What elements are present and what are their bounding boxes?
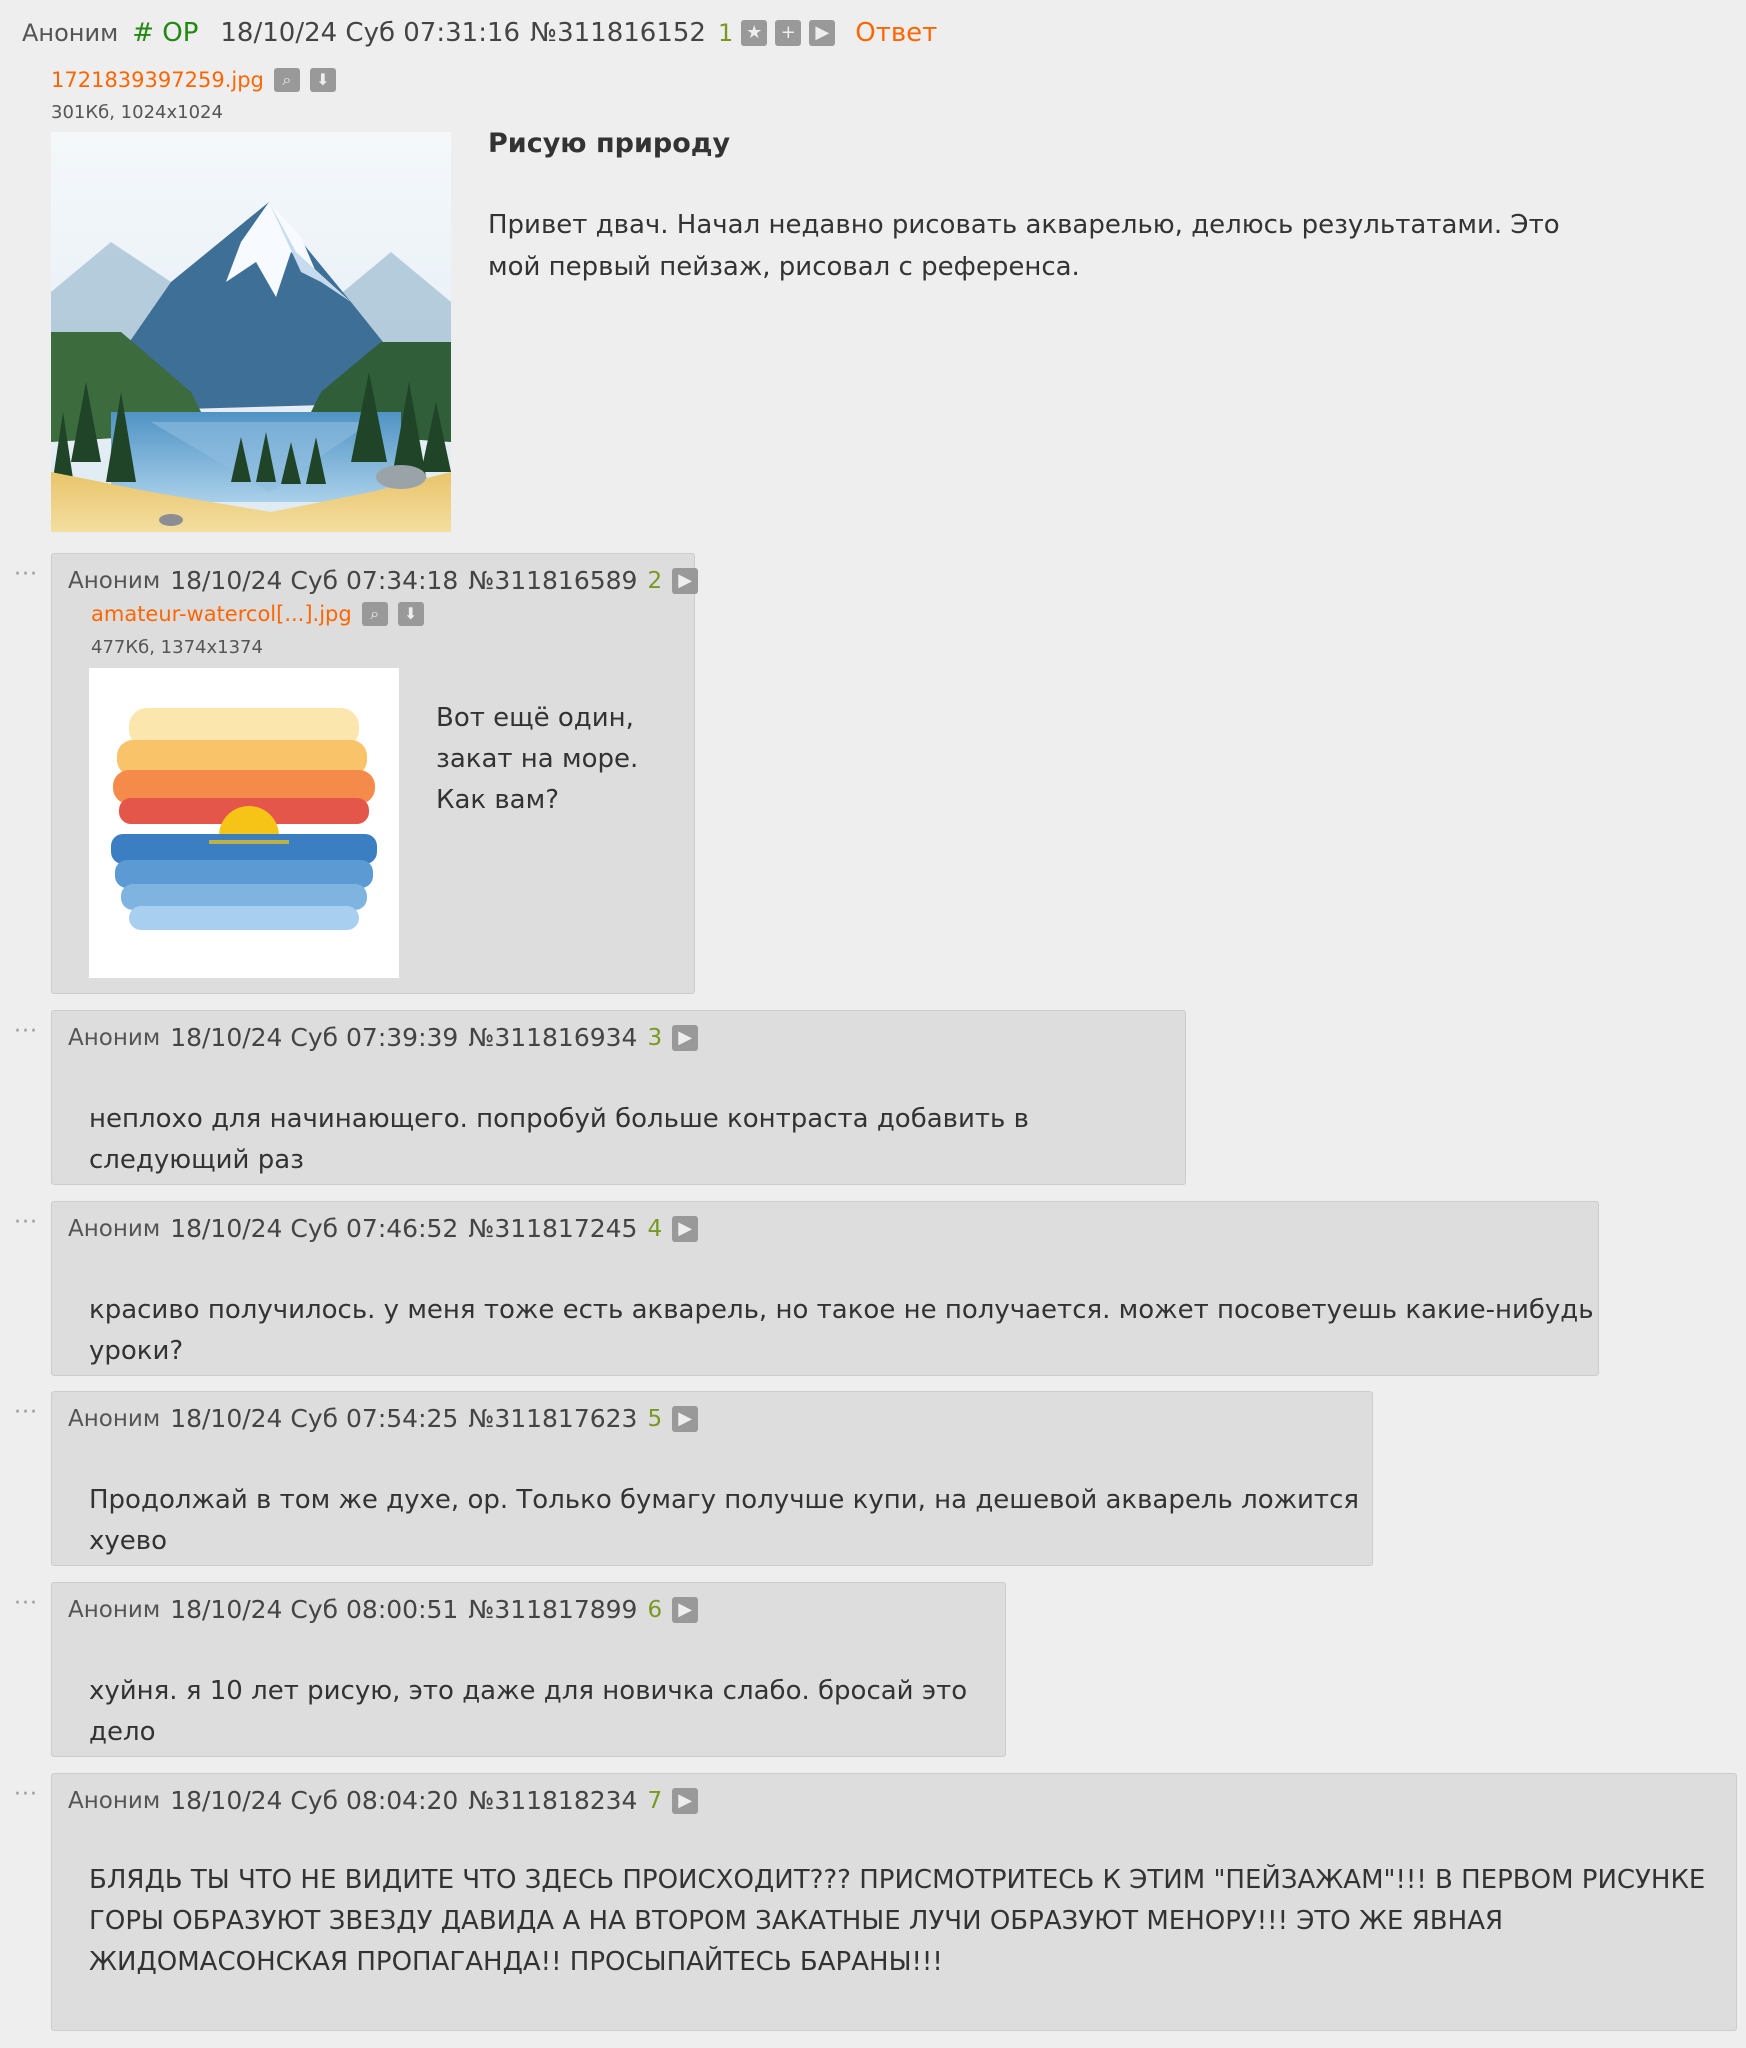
post-number[interactable]: №311816152: [530, 18, 706, 48]
play-icon[interactable]: ▶: [672, 1216, 698, 1242]
post-menu-icon[interactable]: ···: [14, 1591, 38, 1616]
sunset-thumbnail[interactable]: [89, 668, 399, 978]
post-menu-icon[interactable]: ···: [14, 1210, 38, 1235]
sunset-watercolor-image: [89, 668, 399, 978]
poster-name: Аноним: [68, 1596, 161, 1623]
post-number[interactable]: №311816934: [468, 1023, 638, 1052]
play-icon[interactable]: ▶: [672, 568, 698, 594]
post-subject: Рисую природу: [488, 128, 731, 159]
poster-name: Аноним: [68, 567, 161, 594]
post-index: 7: [647, 1787, 663, 1814]
post-menu-icon[interactable]: ···: [14, 1400, 38, 1425]
post-header: [68, 566, 698, 595]
post-index: 6: [647, 1596, 663, 1623]
reply-link[interactable]: Ответ: [855, 18, 938, 48]
post-text: неплохо для начинающего. попробуй больше контраста добавить в следующий раз: [89, 1104, 1029, 1175]
file-info: [51, 68, 336, 92]
reply-post: [51, 1773, 1737, 2031]
post-index: 1: [717, 19, 734, 47]
expand-icon[interactable]: +: [775, 20, 801, 46]
post-text: красиво получилось. у меня тоже есть акварель, но такое не получается. может посоветуешь какие-нибудь уроки?: [89, 1295, 1594, 1366]
post-number[interactable]: №311817899: [468, 1595, 638, 1624]
post-menu-icon[interactable]: ···: [14, 562, 38, 587]
star-icon[interactable]: ★: [741, 20, 767, 46]
post-date: 18/10/24 Суб 07:39:39: [170, 1023, 459, 1052]
post-header: [68, 1595, 698, 1624]
reply-post: [51, 553, 695, 994]
post-number[interactable]: №311818234: [468, 1786, 638, 1815]
post-header: [68, 1786, 698, 1815]
post-text: Продолжай в том же духе, ор. Только бумагу получше купи, на дешевой акварель ложится хуево: [89, 1485, 1360, 1556]
op-trip: # OP: [132, 18, 199, 48]
post-number[interactable]: №311816589: [468, 566, 638, 595]
poster-name: Аноним: [68, 1215, 161, 1242]
file-size: 301Кб, 1024x1024: [51, 102, 223, 123]
post-index: 5: [647, 1405, 663, 1432]
post-index: 3: [647, 1024, 663, 1051]
post-index: 4: [647, 1215, 663, 1242]
mountain-thumbnail[interactable]: [51, 132, 451, 532]
post-text: Привет двач. Начал недавно рисовать акварелью, делюсь результатами. Это мой первый пейзаж, рисовал с референса.: [488, 210, 1560, 282]
op-header: [22, 18, 937, 48]
post-header: [68, 1023, 698, 1052]
reply-post: [51, 1201, 1599, 1376]
post-date: 18/10/24 Суб 07:34:18: [170, 566, 459, 595]
post-index: 2: [647, 567, 663, 594]
play-icon[interactable]: ▶: [672, 1597, 698, 1623]
post-header: [68, 1404, 698, 1433]
post-date: 18/10/24 Суб 07:31:16: [220, 18, 521, 48]
download-icon[interactable]: ⬇: [398, 602, 424, 626]
post-date: 18/10/24 Суб 08:00:51: [170, 1595, 459, 1624]
post-menu-icon[interactable]: ···: [14, 1019, 38, 1044]
reply-post: [51, 1010, 1186, 1185]
poster-name: Аноним: [68, 1024, 161, 1051]
post-date: 18/10/24 Суб 07:46:52: [170, 1214, 459, 1243]
poster-name: Аноним: [68, 1787, 161, 1814]
reply-post: [51, 1582, 1006, 1757]
play-icon[interactable]: ▶: [672, 1406, 698, 1432]
post-number[interactable]: №311817245: [468, 1214, 638, 1243]
post-header: [68, 1214, 698, 1243]
download-icon[interactable]: ⬇: [310, 68, 336, 92]
post-date: 18/10/24 Суб 08:04:20: [170, 1786, 459, 1815]
poster-name: Аноним: [22, 19, 119, 47]
post-text: хуйня. я 10 лет рисую, это даже для новичка слабо. бросай это дело: [89, 1676, 968, 1747]
post-menu-icon[interactable]: ···: [14, 1782, 38, 1807]
play-icon[interactable]: ▶: [672, 1788, 698, 1814]
search-icon[interactable]: ⌕: [274, 68, 300, 92]
poster-name: Аноним: [68, 1405, 161, 1432]
mountain-watercolor-image: [51, 132, 451, 532]
post-text: БЛЯДЬ ТЫ ЧТО НЕ ВИДИТЕ ЧТО ЗДЕСЬ ПРОИСХОДИТ??? ПРИСМОТРИТЕСЬ К ЭТИМ "ПЕЙЗАЖАМ"!!! В ПЕРВОМ РИСУНКЕ ГОРЫ ОБРАЗУЮТ ЗВЕЗДУ ДАВИДА А НА ВТОРОМ ЗАКАТНЫЕ ЛУЧИ ОБРАЗУЮТ МЕНОРУ!!! ЭТО ЖЕ ЯВНАЯ ЖИДОМАСОНСКАЯ ПРОПАГАНДА!! ПРОСЫПАЙТЕСЬ БАРАНЫ!!!: [89, 1865, 1706, 1977]
file-name-link[interactable]: 1721839397259.jpg: [51, 68, 264, 92]
post-number[interactable]: №311817623: [468, 1404, 638, 1433]
file-name-link[interactable]: amateur-watercol[...].jpg: [91, 602, 352, 626]
reply-post: [51, 1391, 1373, 1566]
file-size: 477Кб, 1374x1374: [91, 637, 263, 658]
file-info: [91, 602, 424, 626]
search-icon[interactable]: ⌕: [362, 602, 388, 626]
play-icon[interactable]: ▶: [809, 20, 835, 46]
play-icon[interactable]: ▶: [672, 1025, 698, 1051]
post-text: Вот ещё один, закат на море. Как вам?: [436, 703, 639, 815]
post-date: 18/10/24 Суб 07:54:25: [170, 1404, 459, 1433]
